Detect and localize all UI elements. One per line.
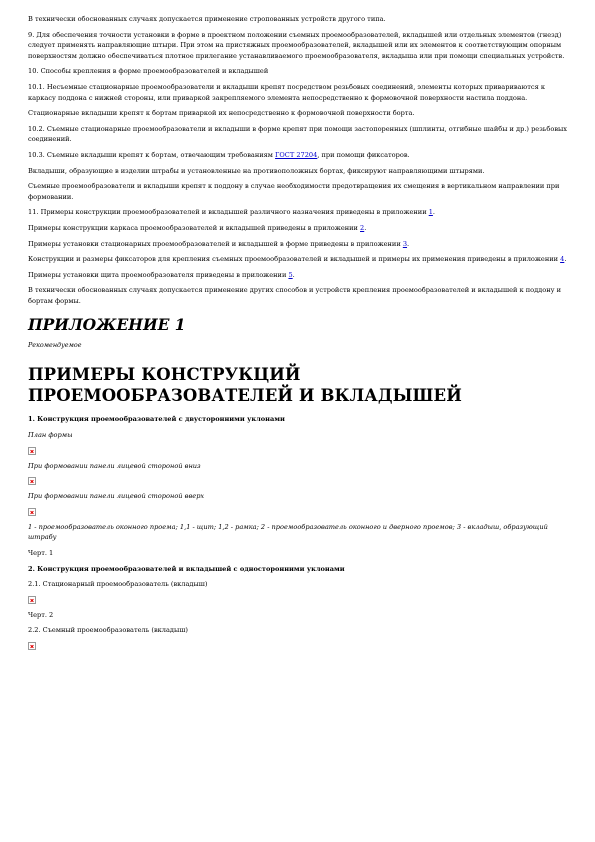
appendix-link-4[interactable]: 4 [560, 255, 565, 264]
text: . [407, 239, 410, 248]
text: Примеры установки стационарных проемообразователей и вкладышей в форме приведены в приложении [28, 239, 403, 248]
figure-caption: При формовании панели лицевой стороной вверх [28, 492, 205, 501]
broken-image-icon [28, 508, 36, 516]
text: Примеры конструкции каркаса проемообразователей и вкладышей приведены в приложении [28, 223, 361, 232]
broken-image-icon [28, 447, 36, 455]
text: 10.3. Съемные вкладыши крепят к бортам, отвечающим требованиям [28, 150, 276, 159]
text: . [364, 223, 367, 232]
appendix-link-2[interactable]: 2 [360, 223, 365, 232]
paragraph: Съемные проемообразователи и вкладыши крепят к поддону в случае необходимости предотвращения их смещения в вертикальном направлении при формовании. [28, 182, 560, 201]
broken-image-icon [28, 642, 36, 650]
paragraph [28, 223, 569, 234]
recommended-label: Рекомендуемое [28, 341, 82, 350]
text: . [292, 270, 295, 279]
appendix-link-3[interactable]: 3 [402, 239, 408, 248]
subsection-heading: 2.1. Стационарный проемообразователь (вкладыш) [28, 580, 208, 589]
broken-image-icon [28, 477, 36, 485]
appendix-title: ПРИМЕРЫ КОНСТРУКЦИЙ ПРОЕМООБРАЗОВАТЕЛЕЙ И ВКЛАДЫШЕЙ [28, 365, 462, 406]
figure-number: Черт. 1 [28, 549, 54, 558]
appendix-heading: ПРИЛОЖЕНИЕ 1 [28, 315, 186, 335]
paragraph: 10.2. Съемные стационарные проемообразователи и вкладыши в форме крепят при помощи застопоренных (шплинты, отгибные шайбы и др.) резьбовых соединений. [28, 124, 568, 144]
figure-legend: 1 - проемообразователь оконного проема; 1,1 - щит; 1,2 - рамка; 2 - проемообразователь оконного и дверного проемов; 3 - вкладыш, образующий штрабу [28, 522, 548, 542]
figure-caption: План формы [28, 431, 73, 440]
text: . [432, 208, 436, 217]
paragraph [28, 207, 569, 218]
broken-image-icon [28, 596, 36, 604]
paragraph [28, 270, 569, 281]
paragraph: 9. Для обеспечения точности установки в форме в проектном положении съемных проемообразователей, вкладышей или отдельных элементов (гнезд) следует применять направляющие штыри. При этом на пристяжных проемообразователей, вкладышей или их элементов к соответствующим опорным поверхностям должно обеспечиваться плотное прилегание устанавливаемого проемообразователя, вкладыша или при помощи специальных устройств. [28, 30, 565, 60]
appendix-link-5[interactable]: 5 [288, 270, 293, 279]
subsection-heading: 2. Конструкция проемообразователей и вкладышей с односторонними уклонами [28, 564, 345, 573]
subsection-heading: 1. Конструкция проемообразователей с двусторонними уклонами [28, 415, 285, 424]
gost-link[interactable]: ГОСТ 27204 [275, 150, 318, 159]
text: . [564, 255, 567, 264]
figure-number: Черт. 2 [28, 610, 54, 619]
text: 11. Примеры конструкции проемообразователей и вкладышей различного назначения приведены в приложении [28, 208, 429, 217]
paragraph: 10.1. Несъемные стационарные проемообразователи и вкладыши крепят посредством резьбовых соединений, элементы которых привариваются к каркасу поддона с нижней стороны, или приваркой закрепляемого элемента непосредственно к формовочной поверхности настила поддона. [28, 82, 545, 102]
appendix-link-1[interactable]: 1 [428, 208, 433, 217]
paragraph: Стационарные вкладыши крепят к бортам приваркой их непосредственно к формовочной поверхности борта. [28, 109, 415, 118]
paragraph: Вкладыши, образующие в изделии штрабы и установленные на противоположных бортах, фиксируют направляющими штырями. [28, 166, 485, 175]
paragraph: В технически обоснованных случаях допускается применение других способов и устройств крепления проемообразователей и вкладышей к поддону и бортам формы. [28, 286, 561, 305]
section-heading: 10. Способы крепления в форме проемообразователей и вкладышей [28, 67, 269, 76]
paragraph: В технически обоснованных случаях допускается применение стропованных устройств другого типа. [28, 15, 386, 23]
subsection-heading: 2.2. Съемный проемообразователь (вкладыш) [28, 626, 188, 635]
text: , при помощи фиксаторов. [317, 150, 410, 159]
text: Примеры установки щита проемообразователя приведены в приложении [28, 270, 289, 279]
paragraph [28, 254, 569, 265]
paragraph [28, 150, 569, 161]
text: Конструкции и размеры фиксаторов для крепления съемных проемообразователей и вкладышей и примеры их применения приведены в приложении [28, 255, 561, 264]
figure-caption: При формовании панели лицевой стороной вниз [28, 461, 201, 470]
paragraph [28, 239, 569, 250]
